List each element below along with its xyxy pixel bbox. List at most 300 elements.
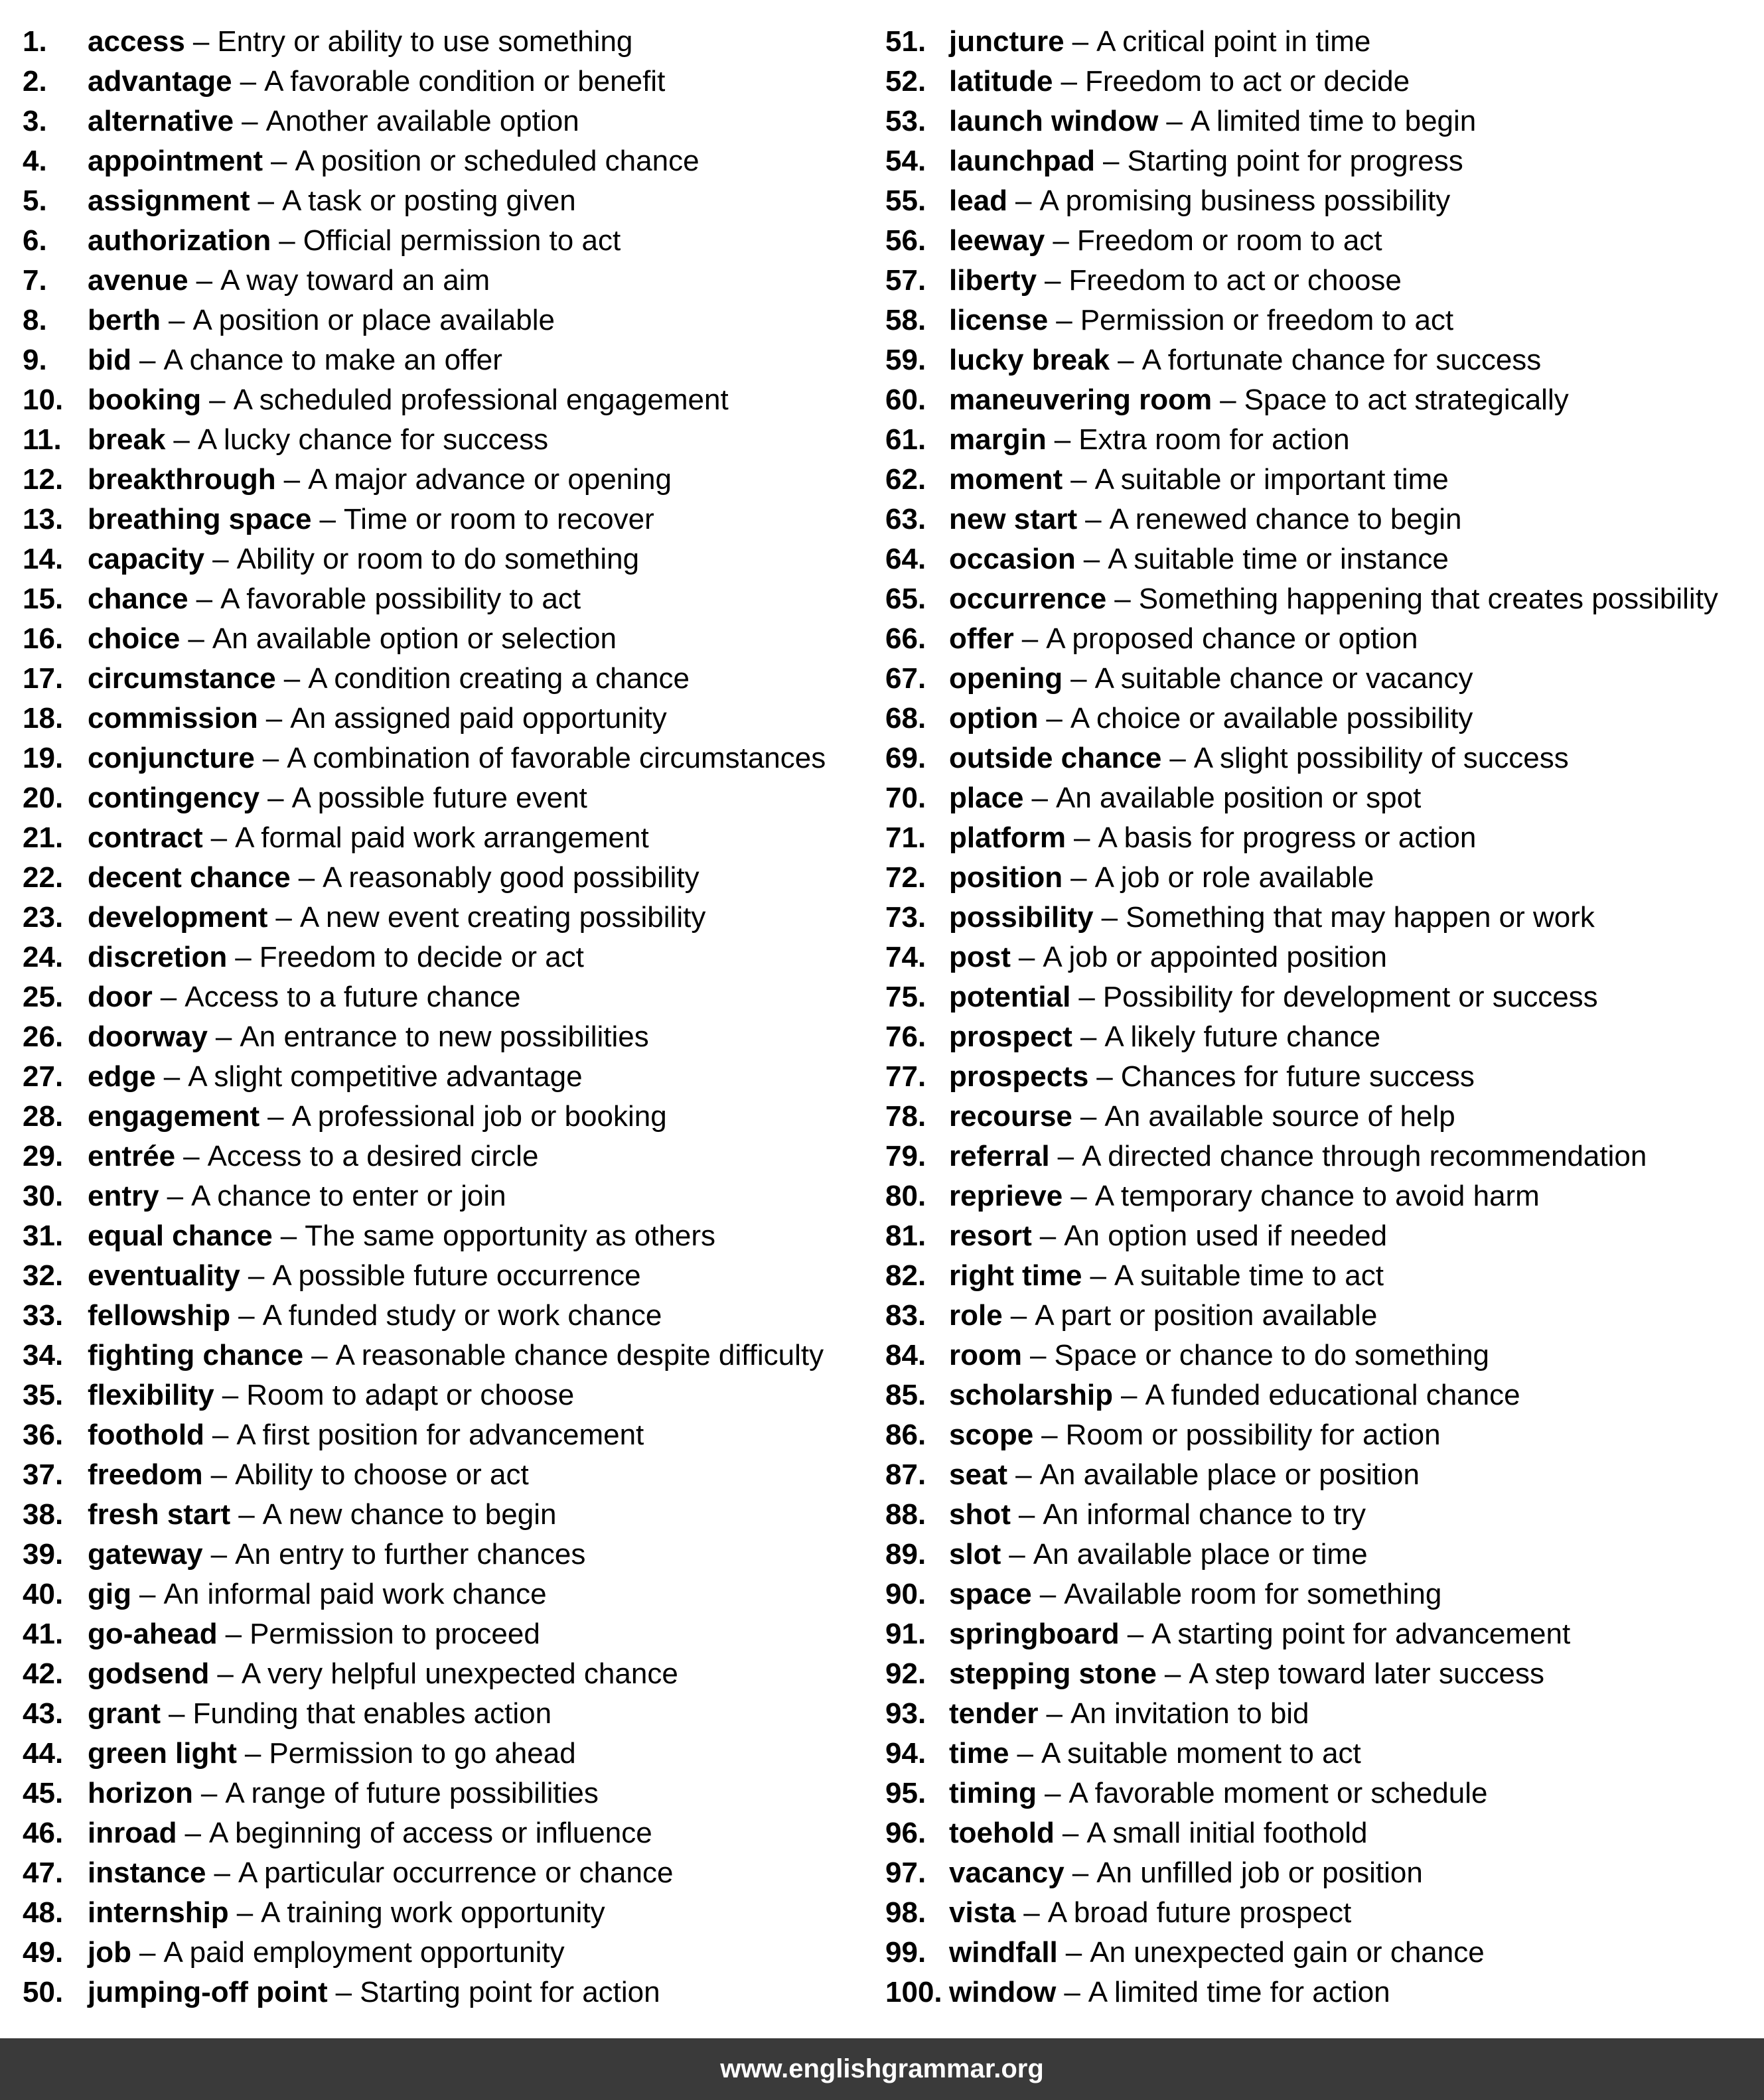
item-term: avenue (88, 264, 188, 297)
item-definition: A temporary chance to avoid harm (1094, 1180, 1540, 1212)
item-number: 7. (23, 264, 47, 297)
item-definition: Something happening that creates possibility (1138, 583, 1718, 615)
item-term: seat (949, 1458, 1008, 1491)
item-number: 26. (23, 1020, 64, 1053)
item-term: lead (949, 184, 1008, 217)
list-item (885, 659, 1755, 699)
item-number: 39. (23, 1538, 64, 1571)
list-item (23, 1375, 879, 1415)
item-definition: Room to adapt or choose (246, 1379, 575, 1411)
list-item (885, 1973, 1755, 2012)
item-number: 31. (23, 1220, 64, 1252)
list-item (885, 380, 1755, 420)
item-number: 18. (23, 702, 64, 735)
item-term: launchpad (949, 145, 1096, 177)
list-item (23, 1097, 879, 1137)
item-definition: A basis for progress or action (1098, 821, 1477, 854)
item-term: advantage (88, 65, 232, 98)
item-definition: Room or possibility for action (1065, 1419, 1441, 1451)
list-item (23, 22, 879, 62)
item-term: door (88, 981, 153, 1013)
item-term: fresh start (88, 1498, 231, 1531)
item-term: breakthrough (88, 463, 276, 496)
item-separator: – (1018, 941, 1035, 973)
item-separator: – (248, 1259, 265, 1292)
list-item (23, 1813, 879, 1853)
list-item (23, 1973, 879, 2012)
item-number: 12. (23, 463, 64, 496)
item-separator: – (1041, 1419, 1058, 1451)
item-separator: – (257, 184, 274, 217)
list-item (885, 778, 1755, 818)
item-separator: – (214, 1856, 230, 1889)
item-term: fighting chance (88, 1339, 304, 1371)
item-number: 13. (23, 503, 64, 535)
item-definition: A suitable time to act (1114, 1259, 1384, 1292)
item-term: choice (88, 622, 181, 655)
item-number: 73. (885, 901, 926, 934)
list-item (23, 1415, 879, 1455)
list-item (885, 460, 1755, 500)
item-number: 99. (885, 1936, 926, 1969)
item-definition: Space to act strategically (1244, 384, 1569, 416)
item-separator: – (1046, 702, 1063, 735)
item-definition: Funding that enables action (192, 1697, 552, 1730)
item-number: 80. (885, 1180, 926, 1212)
list-item (23, 500, 879, 539)
item-separator: – (1030, 1339, 1047, 1371)
item-separator: – (173, 423, 190, 456)
item-separator: – (1054, 423, 1071, 456)
item-term: vista (949, 1896, 1016, 1929)
item-number: 38. (23, 1498, 64, 1531)
list-item (885, 221, 1755, 261)
list-item (885, 340, 1755, 380)
item-term: resort (949, 1220, 1032, 1252)
item-definition: A directed chance through recommendation (1082, 1140, 1647, 1172)
list-item (885, 1176, 1755, 1216)
item-separator: – (1080, 1020, 1097, 1053)
item-number: 75. (885, 981, 926, 1013)
item-term: capacity (88, 543, 205, 575)
item-definition: An invitation to bid (1070, 1697, 1309, 1730)
item-term: occasion (949, 543, 1076, 575)
item-term: lucky break (949, 344, 1110, 376)
item-separator: – (1021, 622, 1039, 655)
list-item (885, 539, 1755, 579)
item-number: 10. (23, 384, 64, 416)
item-term: contingency (88, 782, 260, 814)
item-number: 89. (885, 1538, 926, 1571)
item-definition: A chance to make an offer (163, 344, 502, 376)
item-term: platform (949, 821, 1066, 854)
item-separator: – (1015, 1458, 1032, 1491)
item-separator: – (196, 264, 213, 297)
item-number: 93. (885, 1697, 926, 1730)
list-item (885, 1455, 1755, 1495)
item-definition: A job or appointed position (1043, 941, 1387, 973)
list-item (885, 1137, 1755, 1176)
item-definition: An available place or time (1033, 1538, 1368, 1571)
item-number: 83. (885, 1299, 926, 1332)
item-number: 29. (23, 1140, 64, 1172)
item-separator: – (192, 25, 210, 58)
item-term: doorway (88, 1020, 208, 1053)
item-separator: – (139, 1936, 156, 1969)
item-number: 84. (885, 1339, 926, 1371)
item-separator: – (242, 105, 258, 137)
item-number: 19. (23, 742, 64, 774)
list-item (23, 1575, 879, 1614)
list-item (885, 579, 1755, 619)
item-separator: – (1053, 224, 1069, 257)
item-term: opening (949, 662, 1063, 695)
item-number: 40. (23, 1578, 64, 1610)
item-separator: – (1046, 1697, 1063, 1730)
list-item (885, 1017, 1755, 1057)
item-term: prospect (949, 1020, 1072, 1053)
list-item (885, 1256, 1755, 1296)
list-item (23, 699, 879, 738)
item-definition: Space or chance to do something (1054, 1339, 1490, 1371)
item-number: 66. (885, 622, 926, 655)
list-item (23, 619, 879, 659)
item-separator: – (167, 1180, 184, 1212)
item-term: godsend (88, 1657, 210, 1690)
item-definition: A possible future occurrence (272, 1259, 641, 1292)
item-definition: A major advance or opening (308, 463, 672, 496)
item-term: liberty (949, 264, 1037, 297)
list-item (23, 858, 879, 898)
item-separator: – (1039, 1578, 1057, 1610)
list-item (23, 977, 879, 1017)
item-definition: Ability or room to do something (236, 543, 640, 575)
list-item (885, 102, 1755, 141)
list-item (23, 1256, 879, 1296)
item-number: 98. (885, 1896, 926, 1929)
item-term: margin (949, 423, 1047, 456)
item-definition: An unfilled job or position (1096, 1856, 1423, 1889)
item-separator: – (280, 1220, 297, 1252)
list-item (885, 1654, 1755, 1694)
list-item (23, 221, 879, 261)
item-number: 82. (885, 1259, 926, 1292)
list-item (23, 1694, 879, 1734)
item-definition: A position or scheduled chance (295, 145, 699, 177)
item-definition: A limited time to begin (1190, 105, 1477, 137)
item-term: occurrence (949, 583, 1107, 615)
item-separator: – (209, 384, 226, 416)
item-definition: A reasonably good possibility (323, 861, 699, 894)
item-separator: – (311, 1339, 328, 1371)
item-number: 59. (885, 344, 926, 376)
item-separator: – (184, 1817, 201, 1849)
item-term: flexibility (88, 1379, 214, 1411)
item-number: 96. (885, 1817, 926, 1849)
item-term: potential (949, 981, 1071, 1013)
item-number: 88. (885, 1498, 926, 1531)
item-definition: An entry to further chances (235, 1538, 586, 1571)
item-definition: Freedom to act or decide (1084, 65, 1410, 98)
item-term: vacancy (949, 1856, 1065, 1889)
item-number: 63. (885, 503, 926, 535)
item-separator: – (139, 344, 156, 376)
item-number: 23. (23, 901, 64, 934)
item-separator: – (215, 1020, 232, 1053)
item-term: chance (88, 583, 188, 615)
item-term: job (88, 1936, 131, 1969)
item-definition: A suitable chance or vacancy (1094, 662, 1473, 695)
item-number: 97. (885, 1856, 926, 1889)
item-number: 45. (23, 1777, 64, 1809)
list-item (885, 619, 1755, 659)
item-number: 6. (23, 224, 47, 257)
item-definition: A combination of favorable circumstances (287, 742, 826, 774)
item-number: 70. (885, 782, 926, 814)
footer-bar (0, 2038, 1764, 2100)
item-term: horizon (88, 1777, 193, 1809)
list-item (885, 1495, 1755, 1535)
item-separator: – (1164, 1657, 1181, 1690)
list-item (885, 977, 1755, 1017)
item-definition: Freedom to decide or act (259, 941, 584, 973)
item-separator: – (210, 821, 228, 854)
item-definition: A reasonable chance despite difficulty (335, 1339, 824, 1371)
list-item (23, 1774, 879, 1813)
item-definition: Available room for something (1064, 1578, 1442, 1610)
item-separator: – (196, 583, 213, 615)
item-definition: A funded educational chance (1145, 1379, 1520, 1411)
item-definition: Entry or ability to use something (217, 25, 633, 58)
item-term: engagement (88, 1100, 260, 1133)
item-number: 44. (23, 1737, 64, 1770)
item-definition: A very helpful unexpected chance (241, 1657, 678, 1690)
item-term: license (949, 304, 1049, 336)
item-separator: – (335, 1976, 352, 2008)
item-term: post (949, 941, 1011, 973)
item-definition: An informal paid work chance (163, 1578, 547, 1610)
item-definition: A limited time for action (1088, 1976, 1390, 2008)
item-separator: – (225, 1618, 242, 1650)
item-term: window (949, 1976, 1057, 2008)
item-number: 57. (885, 264, 926, 297)
item-separator: – (1078, 981, 1095, 1013)
item-definition: A possible future event (291, 782, 587, 814)
item-separator: – (283, 662, 301, 695)
item-term: discretion (88, 941, 228, 973)
list-item (23, 1495, 879, 1535)
item-number: 56. (885, 224, 926, 257)
item-separator: – (270, 145, 287, 177)
item-number: 79. (885, 1140, 926, 1172)
item-term: go-ahead (88, 1618, 218, 1650)
item-separator: – (1065, 1936, 1082, 1969)
item-definition: Extra room for action (1078, 423, 1350, 456)
item-term: internship (88, 1896, 229, 1929)
item-definition: An assigned paid opportunity (290, 702, 667, 735)
list-item (885, 1933, 1755, 1973)
item-number: 68. (885, 702, 926, 735)
item-separator: – (169, 1697, 185, 1730)
item-number: 24. (23, 941, 64, 973)
item-separator: – (210, 1458, 228, 1491)
item-separator: – (1044, 1777, 1061, 1809)
list-item (885, 1813, 1755, 1853)
list-item (885, 1057, 1755, 1097)
item-definition: A job or role available (1094, 861, 1374, 894)
item-separator: – (1031, 782, 1048, 814)
item-number: 65. (885, 583, 926, 615)
item-separator: – (200, 1777, 218, 1809)
list-item (23, 778, 879, 818)
item-separator: – (1018, 1498, 1035, 1531)
item-definition: An unexpected gain or chance (1090, 1936, 1485, 1969)
item-definition: A fortunate chance for success (1141, 344, 1542, 376)
list-item (23, 1654, 879, 1694)
item-number: 42. (23, 1657, 64, 1690)
item-number: 22. (23, 861, 64, 894)
item-separator: – (1085, 503, 1102, 535)
item-definition: A scheduled professional engagement (233, 384, 729, 416)
item-number: 27. (23, 1060, 64, 1093)
item-number: 62. (885, 463, 926, 496)
list-item (23, 1933, 879, 1973)
item-number: 5. (23, 184, 47, 217)
item-definition: An available place or position (1039, 1458, 1420, 1491)
item-term: new start (949, 503, 1078, 535)
list-item (23, 141, 879, 181)
item-separator: – (298, 861, 315, 894)
list-item (23, 340, 879, 380)
item-separator: – (139, 1578, 156, 1610)
item-definition: A broad future prospect (1047, 1896, 1352, 1929)
item-number: 61. (885, 423, 926, 456)
item-separator: – (265, 702, 283, 735)
item-separator: – (1070, 662, 1087, 695)
item-separator: – (1120, 1379, 1138, 1411)
list-item (23, 1853, 879, 1893)
list-item (23, 1017, 879, 1057)
item-number: 58. (885, 304, 926, 336)
list-item (23, 380, 879, 420)
item-separator: – (212, 1419, 229, 1451)
list-item (23, 738, 879, 778)
item-number: 52. (885, 65, 926, 98)
item-number: 85. (885, 1379, 926, 1411)
item-term: scope (949, 1419, 1034, 1451)
item-separator: – (1072, 25, 1089, 58)
item-definition: A critical point in time (1096, 25, 1371, 58)
item-number: 54. (885, 145, 926, 177)
list-item (885, 1097, 1755, 1137)
footer-url[interactable]: www.englishgrammar.org (720, 2054, 1044, 2083)
item-term: referral (949, 1140, 1050, 1172)
item-term: contract (88, 821, 203, 854)
item-definition: A task or posting given (282, 184, 576, 217)
item-number: 72. (885, 861, 926, 894)
item-separator: – (1061, 65, 1077, 98)
item-term: instance (88, 1856, 206, 1889)
item-term: launch window (949, 105, 1159, 137)
item-term: assignment (88, 184, 250, 217)
item-term: access (88, 25, 185, 58)
item-term: break (88, 423, 166, 456)
item-term: entrée (88, 1140, 176, 1172)
item-definition: Chances for future success (1120, 1060, 1475, 1093)
item-number: 1. (23, 25, 47, 58)
list-item (885, 699, 1755, 738)
item-definition: An available position or spot (1056, 782, 1422, 814)
item-term: development (88, 901, 268, 934)
item-term: fellowship (88, 1299, 231, 1332)
item-term: grant (88, 1697, 161, 1730)
item-number: 77. (885, 1060, 926, 1093)
list-item (885, 1734, 1755, 1774)
item-separator: – (1010, 1299, 1027, 1332)
item-separator: – (169, 304, 185, 336)
item-term: scholarship (949, 1379, 1113, 1411)
item-number: 76. (885, 1020, 926, 1053)
item-separator: – (1166, 105, 1183, 137)
item-term: outside chance (949, 742, 1162, 774)
item-separator: – (244, 1737, 261, 1770)
list-item (23, 261, 879, 301)
item-term: timing (949, 1777, 1037, 1809)
item-definition: Freedom to act or choose (1068, 264, 1402, 297)
item-term: moment (949, 463, 1063, 496)
item-separator: – (1062, 1817, 1079, 1849)
item-term: place (949, 782, 1024, 814)
item-term: leeway (949, 224, 1045, 257)
item-term: springboard (949, 1618, 1120, 1650)
list-item (23, 1893, 879, 1933)
item-term: position (949, 861, 1063, 894)
item-term: entry (88, 1180, 159, 1212)
item-term: time (949, 1737, 1009, 1770)
item-separator: – (283, 463, 301, 496)
item-number: 67. (885, 662, 926, 695)
item-separator: – (188, 622, 204, 655)
item-definition: A favorable moment or schedule (1068, 1777, 1488, 1809)
item-definition: Official permission to act (303, 224, 621, 257)
list-item (23, 1216, 879, 1256)
item-definition: A beginning of access or influence (208, 1817, 652, 1849)
item-term: role (949, 1299, 1003, 1332)
item-number: 8. (23, 304, 47, 336)
item-definition: A likely future chance (1104, 1020, 1381, 1053)
list-item (885, 738, 1755, 778)
list-item (885, 938, 1755, 977)
item-separator: – (267, 782, 284, 814)
item-term: equal chance (88, 1220, 273, 1252)
list-item (885, 181, 1755, 221)
item-separator: – (1127, 1618, 1144, 1650)
item-term: possibility (949, 901, 1094, 934)
item-term: juncture (949, 25, 1065, 58)
item-number: 71. (885, 821, 926, 854)
item-separator: – (235, 941, 252, 973)
list-item (885, 898, 1755, 938)
item-definition: A small initial foothold (1086, 1817, 1368, 1849)
list-item (885, 420, 1755, 460)
list-item (23, 898, 879, 938)
item-separator: – (1070, 463, 1087, 496)
word-list-right-column (885, 22, 1755, 2012)
item-separator: – (238, 1299, 255, 1332)
item-definition: An entrance to new possibilities (240, 1020, 649, 1053)
list-item (23, 659, 879, 699)
item-definition: A slight possibility of success (1193, 742, 1569, 774)
